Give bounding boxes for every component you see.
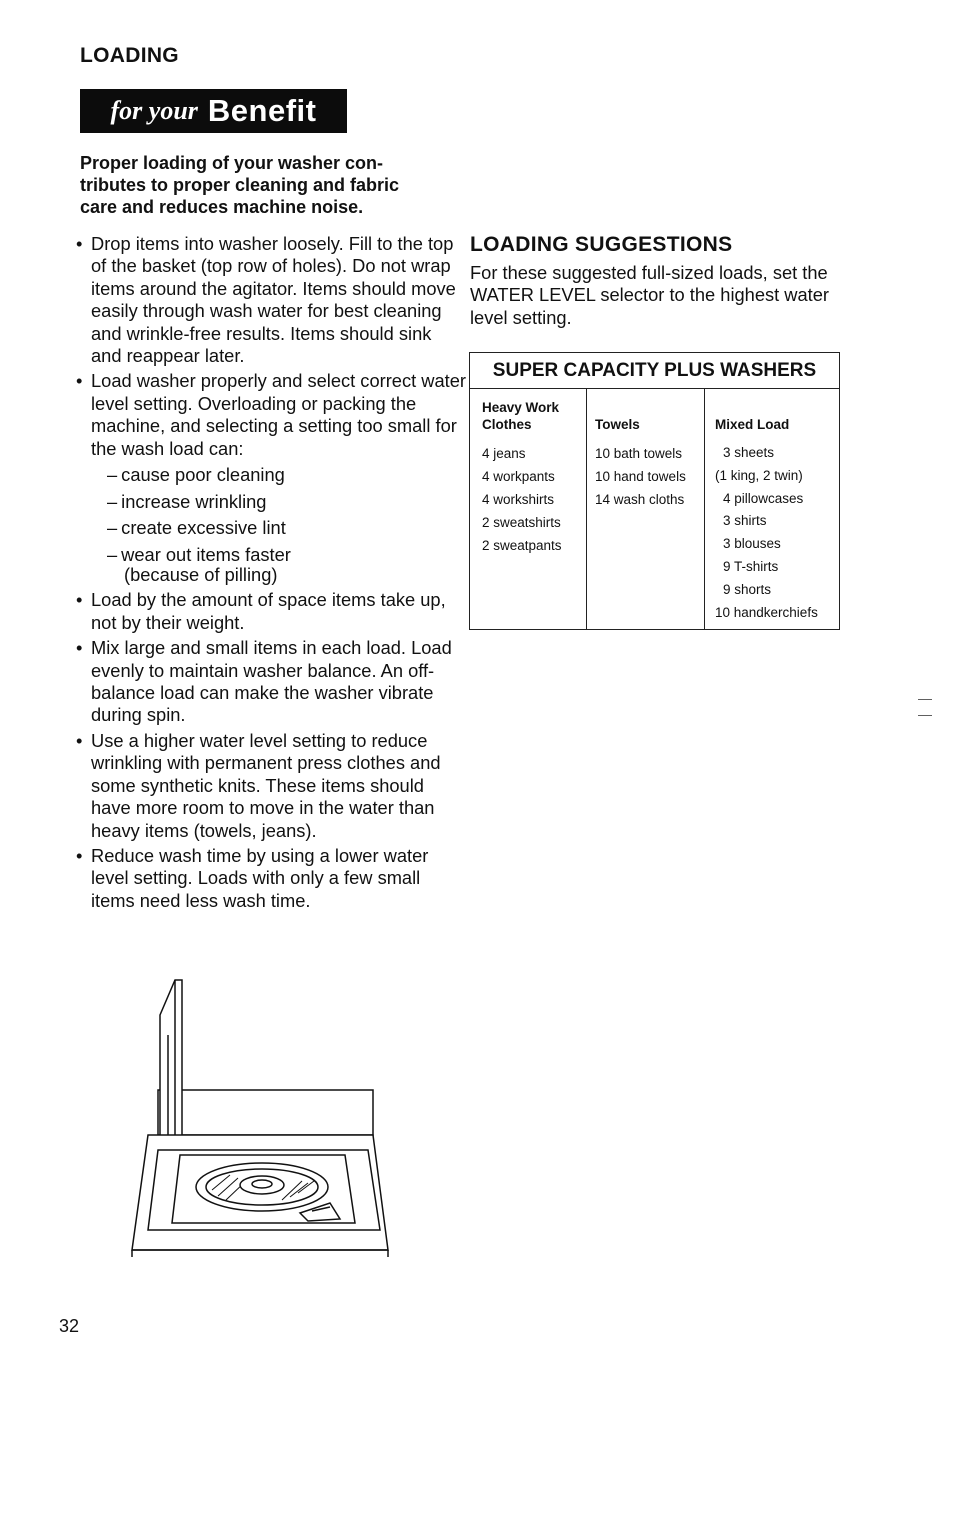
load-item: 3 sheets <box>723 445 775 460</box>
load-item: 9 T-shirts <box>723 558 779 574</box>
benefit-banner-script: for your <box>110 96 198 125</box>
load-item: 4 workshirts <box>482 492 555 507</box>
for-your-benefit-banner <box>80 89 347 133</box>
section-title: LOADING <box>80 44 179 67</box>
load-item: 4 pillowcases <box>723 490 804 506</box>
column-heading: Heavy Work Clothes <box>482 400 560 432</box>
column-items <box>715 442 839 624</box>
load-item: 10 handkerchiefs <box>715 604 818 620</box>
tip-mix-sizes: • Mix large and small items in each load. Load evenly to maintain washer balance. An off-balance load can make the washer vibrate during spin. <box>76 637 466 727</box>
page-number: 32 <box>59 1316 80 1336</box>
load-item: (1 king, 2 twin) <box>715 467 803 483</box>
capacity-table-columns <box>470 389 839 629</box>
loading-suggestions-title: LOADING SUGGESTIONS <box>470 233 733 256</box>
tip-reduce-wash-time: • Reduce wash time by using a lower water level setting. Loads with only a few small items need less wash time. <box>76 845 466 912</box>
washer-open-lid-icon <box>130 975 395 1260</box>
overload-effect: – increase wrinkling <box>107 490 267 512</box>
load-item: 2 sweatshirts <box>482 515 561 530</box>
overload-effects-list <box>91 462 466 586</box>
load-item: 3 blouses <box>723 536 781 552</box>
margin-marks: — — <box>918 690 944 722</box>
load-item: 4 jeans <box>482 446 526 461</box>
column-heavy-work-clothes <box>470 389 586 629</box>
capacity-table <box>469 352 840 630</box>
loading-suggestions-text: For these suggested full-sized loads, set the WATER LEVEL selector to the highest water level setting. <box>470 262 830 328</box>
tip-higher-water-level: • Use a higher water level setting to reduce wrinkling with permanent press clothes and some synthetic knits. These items should have more room to move in the water than heavy items (towels, jeans). <box>76 730 466 842</box>
column-items <box>595 442 704 511</box>
load-item: 4 workpants <box>482 469 555 484</box>
tip-water-level <box>76 370 466 586</box>
benefit-banner-word: Benefit <box>207 93 317 128</box>
loading-tips-list <box>76 233 466 915</box>
overload-effect: – wear out items faster (because of pilling) <box>107 542 466 587</box>
load-item: 9 shorts <box>723 581 772 597</box>
load-item: 2 sweatpants <box>482 538 562 553</box>
tip-water-level-text: Load washer properly and select correct water level setting. Overloading or packing the machine, and selecting a setting too small for the wash load can: <box>91 370 466 459</box>
load-item: 10 hand towels <box>595 469 686 484</box>
column-items <box>482 442 586 557</box>
intro-statement: Proper loading of your washer con- tributes to proper cleaning and fabric care and reduces machine noise. <box>80 153 400 217</box>
capacity-table-title: SUPER CAPACITY PLUS WASHERS <box>470 353 839 389</box>
column-towels <box>586 389 704 629</box>
column-heading: Towels <box>595 417 640 432</box>
overload-effect: – cause poor cleaning <box>107 464 285 486</box>
column-mixed-load <box>704 389 839 629</box>
load-item: 14 wash cloths <box>595 492 685 507</box>
tip-load-by-space: • Load by the amount of space items take up, not by their weight. <box>76 589 466 634</box>
column-heading: Mixed Load <box>715 417 790 432</box>
overload-effect: – create excessive lint <box>107 517 286 539</box>
overload-effect-note: (because of pilling) <box>124 564 278 586</box>
load-item: 10 bath towels <box>595 446 683 461</box>
load-item: 3 shirts <box>723 513 767 529</box>
tip-drop-loosely: • Drop items into washer loosely. Fill to the top of the basket (top row of holes). Do not wrap items around the agitator. Items should move easily through wash water for best cleaning and wrinkle-free results. Items should sink and reappear later. <box>76 233 466 367</box>
